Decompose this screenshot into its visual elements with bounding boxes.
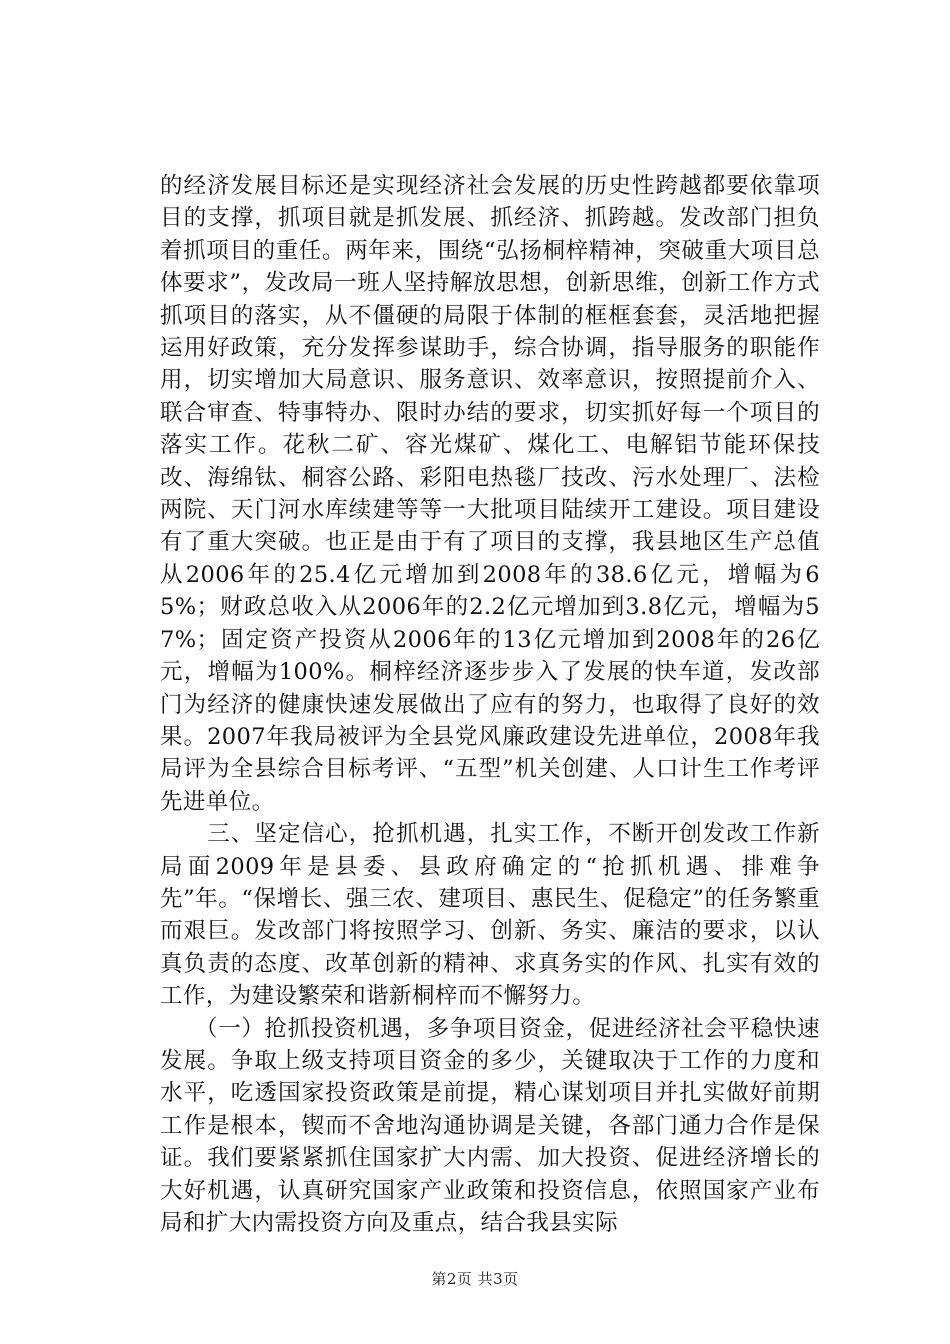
document-body	[160, 170, 820, 1239]
paragraph-project-results: 的经济发展目标还是实现经济社会发展的历史性跨越都要依靠项目的支撑，抓项目就是抓发展、抓经济、抓跨越。发改部门担负着抓项目的重任。两年来，围绕“弘扬桐梓精神，突破重大项目总体要求”，发改局一班人坚持解放思想，创新思维，创新工作方式抓项目的落实，从不僵硬的局限于体制的框框套套，灵活地把握运用好政策，充分发挥参谋助手，综合协调，指导服务的职能作用，切实增加大局意识、服务意识、效率意识，按照提前介入、联合审查、特事特办、限时办结的要求，切实抓好每一个项目的落实工作。花秋二矿、容光煤矿、煤化工、电解铝节能环保技改、海绵钛、桐容公路、彩阳电热毯厂技改、污水处理厂、法检两院、天门河水库续建等等一大批项目陆续开工建设。项目建设有了重大突破。也正是由于有了项目的支撑，我县地区生产总值从2006年的25.4亿元增加到2008年的38.6亿元，增幅为65%；财政总收入从2006年的2.2亿元增加到3.8亿元，增幅为57%；固定资产投资从2006年的13亿元增加到2008年的26亿元，增幅为100%。桐梓经济逐步步入了发展的快车道，发改部门为经济的健康快速发展做出了应有的努力，也取得了良好的效果。2007年我局被评为全县党风廉政建设先进单位，2008年我局评为全县综合目标考评、“五型”机关创建、人口计生工作考评先进单位。	[160, 173, 820, 815]
page-footer: 第2页 共3页	[431, 1270, 519, 1288]
paragraph-section-three: 三、坚定信心，抢抓机遇，扎实工作，不断开创发改工作新局面2009年是县委、县政府确定的“抢抓机遇、排难争先”年。“保增长、强三农、建项目、惠民生、促稳定”的任务繁重而艰巨。发改部门将按照学习、创新、务实、廉洁的要求，以认真负责的态度、改革创新的精神、求真务实的作风、扎实有效的工作，为建设繁荣和谐新桐梓而不懈努力。	[160, 821, 820, 1010]
paragraph-subsection-one: （一）抢抓投资机遇，多争项目资金，促进经济社会平稳快速发展。争取上级支持项目资金的多少，关键取决于工作的力度和水平，吃透国家投资政策是前提，精心谋划项目并扎实做好前期工作是根本，锲而不舍地沟通协调是关键，各部门通力合作是保证。我们要紧紧抓住国家扩大内需、加大投资、促进经济增长的大好机遇，认真研究国家产业政策和投资信息，依照国家产业布局和扩大内需投资方向及重点，结合我县实际	[160, 1015, 820, 1236]
